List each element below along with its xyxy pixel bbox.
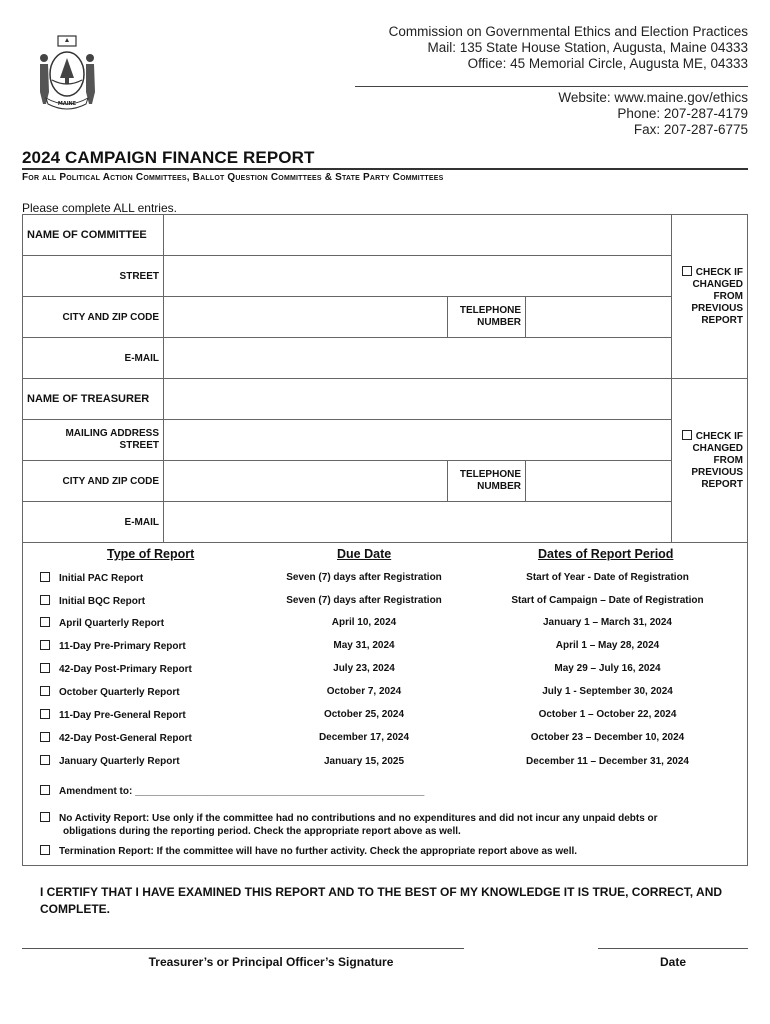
signature-line[interactable] [22, 948, 464, 949]
committee-city-field[interactable] [164, 297, 448, 338]
fax: Fax: 207-287-6775 [633, 122, 748, 137]
report-period: April 1 – May 28, 2024 [555, 640, 660, 651]
treasurer-email-label: E-MAIL [23, 502, 164, 543]
report-period: October 23 – December 10, 2024 [530, 732, 685, 743]
report-option[interactable]: October Quarterly Report [40, 686, 180, 698]
date-label: Date [659, 955, 686, 969]
checkbox-icon[interactable] [40, 845, 50, 855]
committee-city-label: CITY AND ZIP CODE [23, 297, 164, 338]
report-period: Start of Campaign – Date of Registration [511, 595, 704, 606]
due-date: May 31, 2024 [333, 640, 395, 651]
report-period: December 11 – December 31, 2024 [526, 756, 689, 767]
due-date: October 7, 2024 [326, 686, 402, 697]
report-title: 2024 CAMPAIGN FINANCE REPORT [22, 148, 315, 167]
treasurer-changed-check[interactable]: CHECK IF CHANGED FROM PREVIOUS REPORT [672, 379, 748, 543]
due-date: October 25, 2024 [323, 709, 405, 720]
treasurer-email-field[interactable] [164, 502, 672, 543]
report-option[interactable]: 11-Day Pre-Primary Report [40, 640, 186, 652]
committee-street-field[interactable] [164, 256, 672, 297]
report-period: July 1 - September 30, 2024 [542, 686, 673, 697]
committee-name-field[interactable] [164, 215, 672, 256]
col-report-period: Dates of Report Period [538, 547, 674, 561]
treasurer-name-field[interactable] [164, 379, 672, 420]
header-divider [355, 86, 748, 87]
svg-text:MAINE: MAINE [57, 101, 77, 107]
checkbox-icon[interactable] [40, 640, 50, 650]
treasurer-telephone-label: TELEPHONE NUMBER [448, 461, 526, 502]
report-period: October 1 – October 22, 2024 [538, 709, 677, 720]
office-address: Office: 45 Memorial Circle, Augusta ME, 04333 [467, 56, 748, 71]
treasurer-city-field[interactable] [164, 461, 448, 502]
committee-info-table [22, 214, 748, 543]
committee-email-label: E-MAIL [23, 338, 164, 379]
report-period: Start of Year - Date of Registration [526, 572, 689, 583]
no-activity-text-2: obligations during the reporting period. Check the appropriate report above as well. [63, 826, 461, 837]
committee-telephone-field[interactable] [526, 297, 672, 338]
report-option[interactable]: Initial BQC Report [40, 595, 145, 607]
certification-statement: I CERTIFY THAT I HAVE EXAMINED THIS REPORT AND TO THE BEST OF MY KNOWLEDGE IT IS TRUE, CORRECT, AND COMPLETE. [40, 885, 723, 916]
instructions: Please complete ALL entries. [22, 201, 177, 215]
checkbox-icon[interactable] [682, 430, 692, 440]
report-period: May 29 – July 16, 2024 [554, 663, 661, 674]
treasurer-telephone-field[interactable] [526, 461, 672, 502]
checkbox-icon[interactable] [40, 595, 50, 605]
report-option[interactable]: 11-Day Pre-General Report [40, 709, 186, 721]
report-subtitle: For all Political Action Committees, Ballot Question Committees & State Party Committees [22, 172, 444, 183]
title-rule [22, 168, 748, 170]
treasurer-address-label: MAILING ADDRESS STREET [23, 420, 164, 461]
col-due-date: Due Date [337, 547, 392, 561]
phone: Phone: 207-287-4179 [617, 106, 748, 121]
checkbox-icon[interactable] [40, 617, 50, 627]
signature-label: Treasurer’s or Principal Officer’s Signature [148, 955, 394, 969]
date-line[interactable] [598, 948, 748, 949]
committee-name-label: NAME OF COMMITTEE [23, 215, 164, 256]
committee-street-label: STREET [23, 256, 164, 297]
due-date: April 10, 2024 [331, 617, 397, 628]
due-date: Seven (7) days after Registration [286, 595, 442, 606]
committee-telephone-label: TELEPHONE NUMBER [448, 297, 526, 338]
due-date: January 15, 2025 [323, 756, 405, 767]
committee-changed-check[interactable]: CHECK IF CHANGED FROM PREVIOUS REPORT [672, 215, 748, 379]
checkbox-icon[interactable] [682, 266, 692, 276]
treasurer-city-label: CITY AND ZIP CODE [23, 461, 164, 502]
checkbox-icon[interactable] [40, 709, 50, 719]
treasurer-address-field[interactable] [164, 420, 672, 461]
report-option[interactable]: 42-Day Post-Primary Report [40, 663, 192, 675]
report-option[interactable]: Initial PAC Report [40, 572, 143, 584]
checkbox-icon[interactable] [40, 812, 50, 822]
report-period: January 1 – March 31, 2024 [543, 617, 672, 628]
mail-address: Mail: 135 State House Station, Augusta, Maine 04333 [427, 40, 748, 55]
due-date: Seven (7) days after Registration [286, 572, 442, 583]
report-option[interactable]: April Quarterly Report [40, 617, 164, 629]
no-activity-option[interactable]: No Activity Report: Use only if the committee had no contributions and no expenditures and did not incur any unpaid debts or obligations during the reporting period. Check the appropriate report above as well. [40, 812, 720, 838]
checkbox-icon[interactable] [40, 663, 50, 673]
checkbox-icon[interactable] [40, 732, 50, 742]
website: Website: www.maine.gov/ethics [558, 90, 748, 105]
commission-contact [558, 90, 748, 138]
col-type-of-report: Type of Report [107, 547, 195, 561]
commission-name: Commission on Governmental Ethics and Election Practices [388, 24, 748, 39]
checkbox-icon[interactable] [40, 686, 50, 696]
due-date: July 23, 2024 [333, 663, 395, 674]
treasurer-name-label: NAME OF TREASURER [23, 379, 164, 420]
report-option[interactable]: January Quarterly Report [40, 755, 180, 767]
committee-email-field[interactable] [164, 338, 672, 379]
due-date: December 17, 2024 [318, 732, 410, 743]
termination-option[interactable]: Termination Report: If the committee will have no further activity. Check the appropriate report above as well. [40, 845, 720, 858]
checkbox-icon[interactable] [40, 572, 50, 582]
checkbox-icon[interactable] [40, 755, 50, 765]
commission-address [389, 24, 748, 72]
checkbox-icon[interactable] [40, 785, 50, 795]
report-option[interactable]: 42-Day Post-General Report [40, 732, 192, 744]
maine-state-seal [34, 34, 100, 110]
amendment-option[interactable]: Amendment to: ____________________________________________________ [40, 785, 720, 798]
